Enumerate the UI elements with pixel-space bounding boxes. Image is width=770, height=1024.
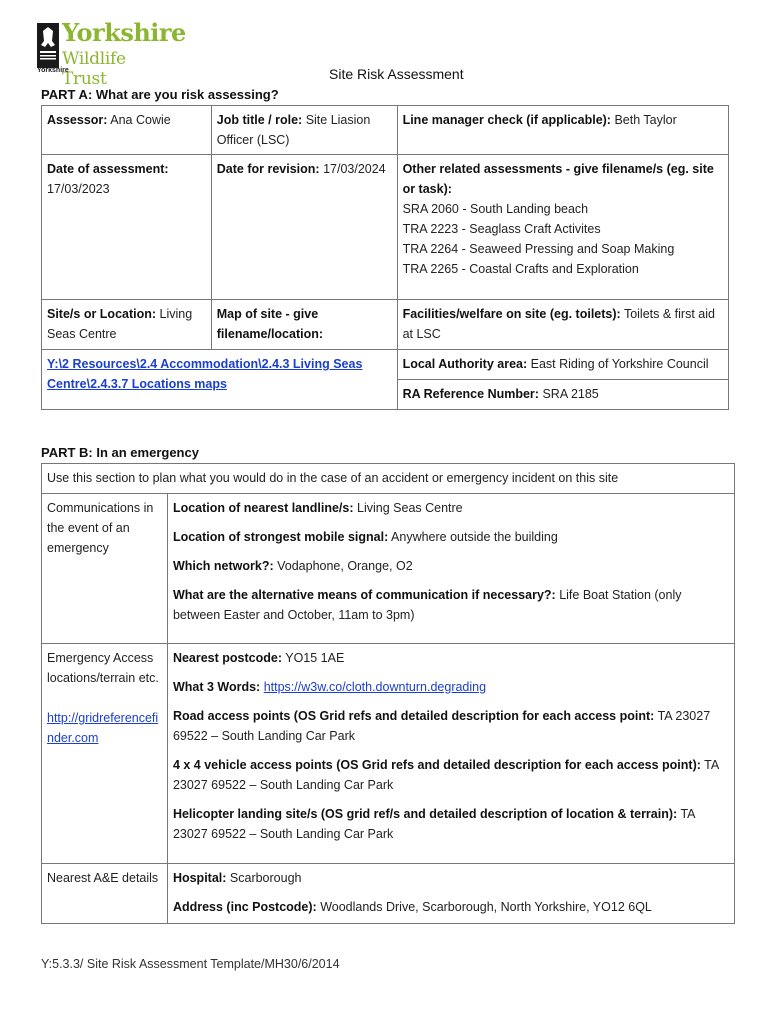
part-a-heading: PART A: What are you risk assessing? — [41, 87, 279, 102]
hospital-label: Hospital: — [172, 871, 227, 885]
communications-details-cell — [167, 494, 734, 644]
communications-label-cell — [42, 494, 168, 644]
postcode-line — [173, 648, 729, 668]
helicopter-landing-line — [173, 804, 729, 844]
local-authority-label: Local Authority area: — [402, 357, 528, 371]
grid-reference-link[interactable]: http://gridreferencefinder.com — [47, 711, 159, 745]
date-assessment-label: Date of assessment: — [47, 162, 169, 176]
revision-date-cell — [211, 155, 397, 300]
communications-label: Communications in the event of an emergency — [47, 501, 154, 555]
logo-text-wildlife-trust: Wildlife Trust — [62, 49, 126, 89]
assessor-label: Assessor: — [47, 113, 108, 127]
map-site-label: Map of site - give filename/location: — [216, 307, 324, 341]
address-value: Woodlands Drive, Scarborough, North Yorkshire, YO12 6QL — [320, 900, 652, 914]
postcode-value: YO15 1AE — [285, 651, 345, 665]
logo-text-yorkshire: Yorkshire — [62, 18, 186, 47]
facilities-cell — [397, 300, 728, 350]
emergency-intro-text: Use this section to plan what you would do in the case of an accident or emergency incident on this site — [47, 471, 619, 485]
ra-reference-cell — [397, 380, 728, 410]
road-access-value: TA 23027 69522 – South Landing Car Park — [172, 709, 711, 743]
related-assessments-label: Other related assessments - give filename/s (eg. site or task): — [402, 162, 714, 196]
hospital-value: Scarborough — [229, 871, 302, 885]
vehicle-access-line — [173, 755, 729, 795]
local-authority-cell — [397, 350, 728, 380]
network-value: Vodaphone, Orange, O2 — [277, 559, 413, 573]
alternative-comms-value: Life Boat Station (only between Easter and October, 11am to 3pm) — [172, 588, 682, 622]
revision-date-label: Date for revision: — [216, 162, 320, 176]
nearest-landline-line — [173, 498, 729, 518]
map-location-link[interactable]: Y:\2 Resources\2.4 Accommodation\2.4.3 Living Seas Centre\2.4.3.7 Locations maps — [47, 357, 363, 391]
related-assessment-item: SRA 2060 - South Landing beach — [402, 202, 589, 216]
nearest-landline-value: Living Seas Centre — [357, 501, 463, 515]
line-manager-label: Line manager check (if applicable): — [402, 113, 611, 127]
network-label: Which network?: — [172, 559, 274, 573]
helicopter-landing-label: Helicopter landing site/s (OS grid ref/s and detailed description of location & terrain): — [172, 807, 678, 821]
assessor-cell — [42, 106, 212, 155]
map-link-cell — [42, 350, 398, 410]
what3words-line — [173, 677, 729, 697]
facilities-value: Toilets & first aid at LSC — [402, 307, 715, 341]
yorkshire-wildlife-trust-logo — [37, 18, 186, 89]
emergency-access-label: Emergency Access locations/terrain etc. — [47, 651, 159, 685]
local-authority-value: East Riding of Yorkshire Council — [530, 357, 709, 371]
part-a-table — [41, 105, 729, 410]
map-site-cell — [211, 300, 397, 350]
postcode-label: Nearest postcode: — [172, 651, 282, 665]
address-label: Address (inc Postcode): — [172, 900, 317, 914]
alternative-comms-line — [173, 585, 729, 625]
what3words-label: What 3 Words: — [172, 680, 261, 694]
part-b-heading: PART B: In an emergency — [41, 445, 199, 460]
helicopter-landing-value: TA 23027 69522 – South Landing Car Park — [172, 807, 695, 841]
nearest-landline-label: Location of nearest landline/s: — [172, 501, 354, 515]
job-title-value: Site Liasion Officer (LSC) — [216, 113, 371, 147]
date-assessment-value: 17/03/2023 — [47, 182, 110, 196]
what3words-link[interactable]: https://w3w.co/cloth.downturn.degrading — [263, 680, 487, 694]
revision-date-value: 17/03/2024 — [323, 162, 386, 176]
footer-text: Y:5.3.3/ Site Risk Assessment Template/MH30/6/2014 — [41, 957, 340, 971]
job-title-label: Job title / role: — [216, 113, 303, 127]
mobile-signal-label: Location of strongest mobile signal: — [172, 530, 389, 544]
related-assessments-cell — [397, 155, 728, 300]
related-assessment-item: TRA 2264 - Seaweed Pressing and Soap Making — [402, 242, 675, 256]
document-title: Site Risk Assessment — [329, 66, 464, 82]
address-line — [173, 897, 729, 917]
emergency-intro-cell — [42, 464, 735, 494]
part-b-table — [41, 463, 735, 924]
road-access-line — [173, 706, 729, 746]
ra-reference-label: RA Reference Number: — [402, 387, 539, 401]
site-location-value: Living Seas Centre — [47, 307, 193, 341]
mobile-signal-value: Anywhere outside the building — [391, 530, 558, 544]
badge-icon — [37, 23, 59, 68]
vehicle-access-value: TA 23027 69522 – South Landing Car Park — [172, 758, 719, 792]
line-manager-value: Beth Taylor — [614, 113, 677, 127]
emergency-access-label-cell — [42, 644, 168, 864]
mobile-signal-line — [173, 527, 729, 547]
ae-label-cell — [42, 864, 168, 924]
ra-reference-value: SRA 2185 — [542, 387, 599, 401]
site-location-cell — [42, 300, 212, 350]
date-assessment-cell — [42, 155, 212, 300]
logo-small-text: Yorkshire — [37, 67, 69, 74]
ae-details-cell — [167, 864, 734, 924]
assessor-value: Ana Cowie — [110, 113, 171, 127]
road-access-label: Road access points (OS Grid refs and detailed description for each access point: — [172, 709, 655, 723]
job-title-cell — [211, 106, 397, 155]
alternative-comms-label: What are the alternative means of communication if necessary?: — [172, 588, 556, 602]
hospital-line — [173, 868, 729, 888]
related-assessment-item: TRA 2223 - Seaglass Craft Activites — [402, 222, 601, 236]
emergency-access-details-cell — [167, 644, 734, 864]
site-location-label: Site/s or Location: — [47, 307, 157, 321]
network-line — [173, 556, 729, 576]
facilities-label: Facilities/welfare on site (eg. toilets): — [402, 307, 621, 321]
ae-label: Nearest A&E details — [47, 871, 159, 885]
related-assessment-item: TRA 2265 - Coastal Crafts and Exploration — [402, 262, 639, 276]
vehicle-access-label: 4 x 4 vehicle access points (OS Grid refs and detailed description for each access point): — [172, 758, 701, 772]
line-manager-cell — [397, 106, 728, 155]
